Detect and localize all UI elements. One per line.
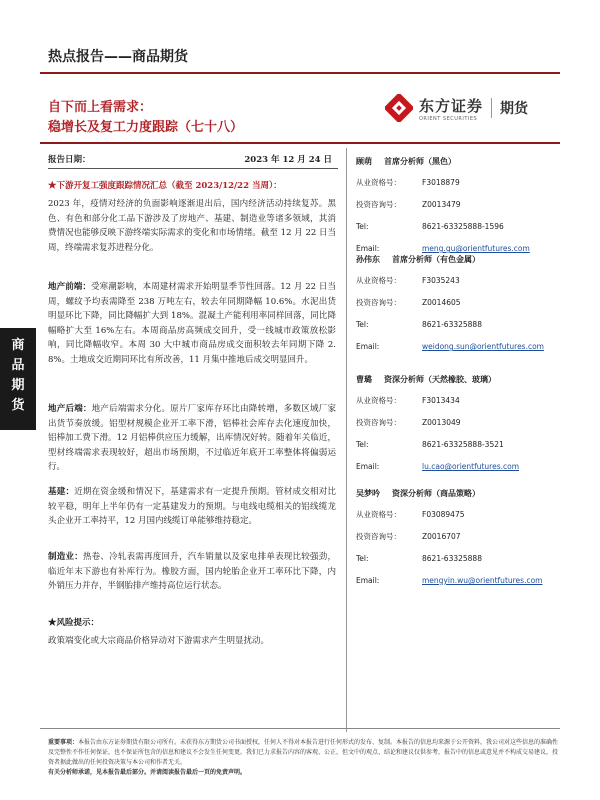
tel-number: 8621-63325888 <box>422 554 482 563</box>
footer-label: 重要事项： <box>48 739 79 746</box>
sidebar-category-label <box>0 328 36 430</box>
report-date-value: 2023 年 12 月 24 日 <box>244 155 332 165</box>
paragraph-label: 基建： <box>48 487 75 497</box>
paragraph-label: 地产后端： <box>48 404 92 414</box>
analyst-role: 首席分析师（有色金属） <box>392 254 480 264</box>
analyst-name: 吴梦吟 <box>356 488 380 498</box>
tel-label: Tel: <box>356 222 369 231</box>
logo-separator <box>491 98 492 118</box>
risk-heading: ★风险提示： <box>48 618 100 628</box>
inv-label: 投资咨询号： <box>356 298 401 307</box>
paragraph-text: 地产后端需求分化。原片厂家库存环比由降转增，多数区域厂家出货节奏放缓。铝型材规模企业开工率下滑，铝棒社会库存去化速度加快，铝棒加工费下滑。12 月铝棒供应压力缓解，出库情况好转。随着年关临近，型材终端需求表现较好，超出市场预期，不过临近年底开工率整体将偏弱运行。 <box>48 404 336 473</box>
date-divider <box>48 168 338 169</box>
inv-label: 投资咨询号： <box>356 200 401 209</box>
inv-label: 投资咨询号： <box>356 418 401 427</box>
analyst-card <box>356 150 566 260</box>
email-label: Email: <box>356 244 380 253</box>
analyst-role: 资深分析师（天然橡胶、玻璃） <box>384 374 496 384</box>
cert-label: 从业资格号： <box>356 510 401 519</box>
sidebar-char: 品 <box>11 358 25 373</box>
analyst-card <box>356 248 566 358</box>
cert-label: 从业资格号： <box>356 178 401 187</box>
analyst-role: 首席分析师（黑色） <box>384 156 456 166</box>
sidebar-char: 货 <box>11 398 25 413</box>
risk-text: 政策端变化或大宗商品价格异动对下游需求产生明显扰动。 <box>48 636 270 646</box>
cert-number: F03089475 <box>422 510 465 519</box>
email-link[interactable]: meng.gu@orientfutures.com <box>422 244 530 253</box>
cert-label: 从业资格号： <box>356 276 401 285</box>
header-divider <box>40 72 560 74</box>
paragraph-label: 地产前端： <box>48 282 92 292</box>
cert-number: F3013434 <box>422 396 460 405</box>
sidebar-char: 商 <box>11 338 25 353</box>
footer-divider <box>40 728 560 729</box>
summary-heading: ★下游开复工强度跟踪情况汇总（截至 2023/12/22 当周）： <box>48 181 282 191</box>
summary-paragraph-intro <box>48 197 336 255</box>
report-title-line2: 稳增长及复工力度跟踪（七十八） <box>48 120 244 135</box>
cert-number: F3035243 <box>422 276 460 285</box>
paragraph-text: 2023 年，疫情对经济的负面影响逐渐退出后，国内经济活动持续复苏。黑色、有色和部分化工品下游涉及了房地产、基建、制造业等诸多领域，其消费情况也能够反映下游终端实际需求的变化和市场情绪。截至 12 月 22 日当周，终端需求复苏进程分化。 <box>48 199 336 253</box>
paragraph-text: 受寒潮影响，本周建材需求开始明显季节性回落。12 月 22 日当周，螺纹予均表需降至 238 万吨左右，较去年同期降幅 10.6%。水泥出货明显环比下降，同比降幅扩大到 18%。混凝土产能利用率同样回落，同比降幅略扩大至 16%左右。本周商品房高频成交回升，受一线城市政策放松影响，同比降幅收窄。本周 30 大中城市商品房成交面积较去年同期下降 2.8%。土地成交近期同环比有所改善，11 月集中推地后成交明显回升。 <box>48 282 336 365</box>
report-date-row <box>48 153 332 165</box>
email-link[interactable]: mengyin.wu@orientfutures.com <box>422 576 543 585</box>
company-logo <box>385 94 528 122</box>
email-label: Email: <box>356 576 380 585</box>
tel-number: 8621-63325888 <box>422 320 482 329</box>
analyst-name: 顾萌 <box>356 156 372 166</box>
email-label: Email: <box>356 462 380 471</box>
summary-paragraph-property-back <box>48 402 336 475</box>
inv-number: Z0014605 <box>422 298 461 307</box>
footer-bold-line: 有关分析师承诺，见本报告最后部分。并请阅读报告最后一页的免责声明。 <box>48 769 247 776</box>
footer-text: 本报告由东方证券期货有限公司所有。未获得东方期货公司书面授权，任何人不得对本报告进行任何形式的发布、复制。本报告的信息均来源于公开资料，我公司对这些信息的准确性及完整性不作任何保证，也不保证所包含的信息和建议不会发生任何变更。我们已力求报告内容的客观、公正，但文中的观点、结论和建议仅供参考，报告中的信息或意见并不构成交易建议，投资者据此做出的任何投资决策与本公司和作者无关。 <box>48 739 559 766</box>
logo-company-en: ORIENT SECURITIES <box>419 115 478 122</box>
tel-label: Tel: <box>356 554 369 563</box>
paragraph-text: 热卷、冷轧表需再度回升，汽车销量以及家电排单表现比较强劲，临近年末下游也有补库行为。橡胶方面，国内轮胎企业开工率环比下降，内外销压力并存，半钢胎排产维持高位运行状态。 <box>48 552 336 592</box>
disclaimer-footer <box>48 738 560 778</box>
tel-number: 8621-63325888-1596 <box>422 222 504 231</box>
paragraph-text: 近期在资金缓和情况下，基建需求有一定提升预期。管材成交相对比较平稳，明年上半年仍有一定基建发力的预期。与电线电缆相关的铝线缆龙头企业开工率持平，12 月国内线缆订单能够维持稳定。 <box>48 487 336 527</box>
tel-number: 8621-63325888-3521 <box>422 440 504 449</box>
logo-company-cn: 东方证券 <box>419 96 484 115</box>
summary-paragraph-infrastructure <box>48 485 336 529</box>
inv-label: 投资咨询号： <box>356 532 401 541</box>
title-divider <box>40 142 560 144</box>
analyst-name: 曹璐 <box>356 374 372 384</box>
analyst-card <box>356 482 566 592</box>
orient-logo-icon <box>385 94 413 122</box>
cert-number: F3018879 <box>422 178 460 187</box>
tel-label: Tel: <box>356 320 369 329</box>
report-title-line1: 自下而上看需求： <box>48 100 153 115</box>
cert-label: 从业资格号： <box>356 396 401 405</box>
analyst-name: 孙伟东 <box>356 254 380 264</box>
inv-number: Z0013049 <box>422 418 461 427</box>
report-date-label: 报告日期： <box>48 155 91 165</box>
sidebar-char: 期 <box>11 378 25 393</box>
inv-number: Z0013479 <box>422 200 461 209</box>
summary-paragraph-manufacturing <box>48 550 336 594</box>
analyst-role: 资深分析师（商品策略） <box>392 488 480 498</box>
paragraph-label: 制造业： <box>48 552 83 562</box>
inv-number: Z0016707 <box>422 532 461 541</box>
summary-paragraph-property-front <box>48 280 336 368</box>
email-link[interactable]: lu.cao@orientfutures.com <box>422 462 520 471</box>
tel-label: Tel: <box>356 440 369 449</box>
email-link[interactable]: weidong.sun@orientfutures.com <box>422 342 544 351</box>
report-category-title: 热点报告——商品期货 <box>48 49 188 65</box>
logo-division: 期货 <box>500 101 529 117</box>
email-label: Email: <box>356 342 380 351</box>
column-divider <box>346 148 347 732</box>
analyst-card <box>356 368 566 478</box>
